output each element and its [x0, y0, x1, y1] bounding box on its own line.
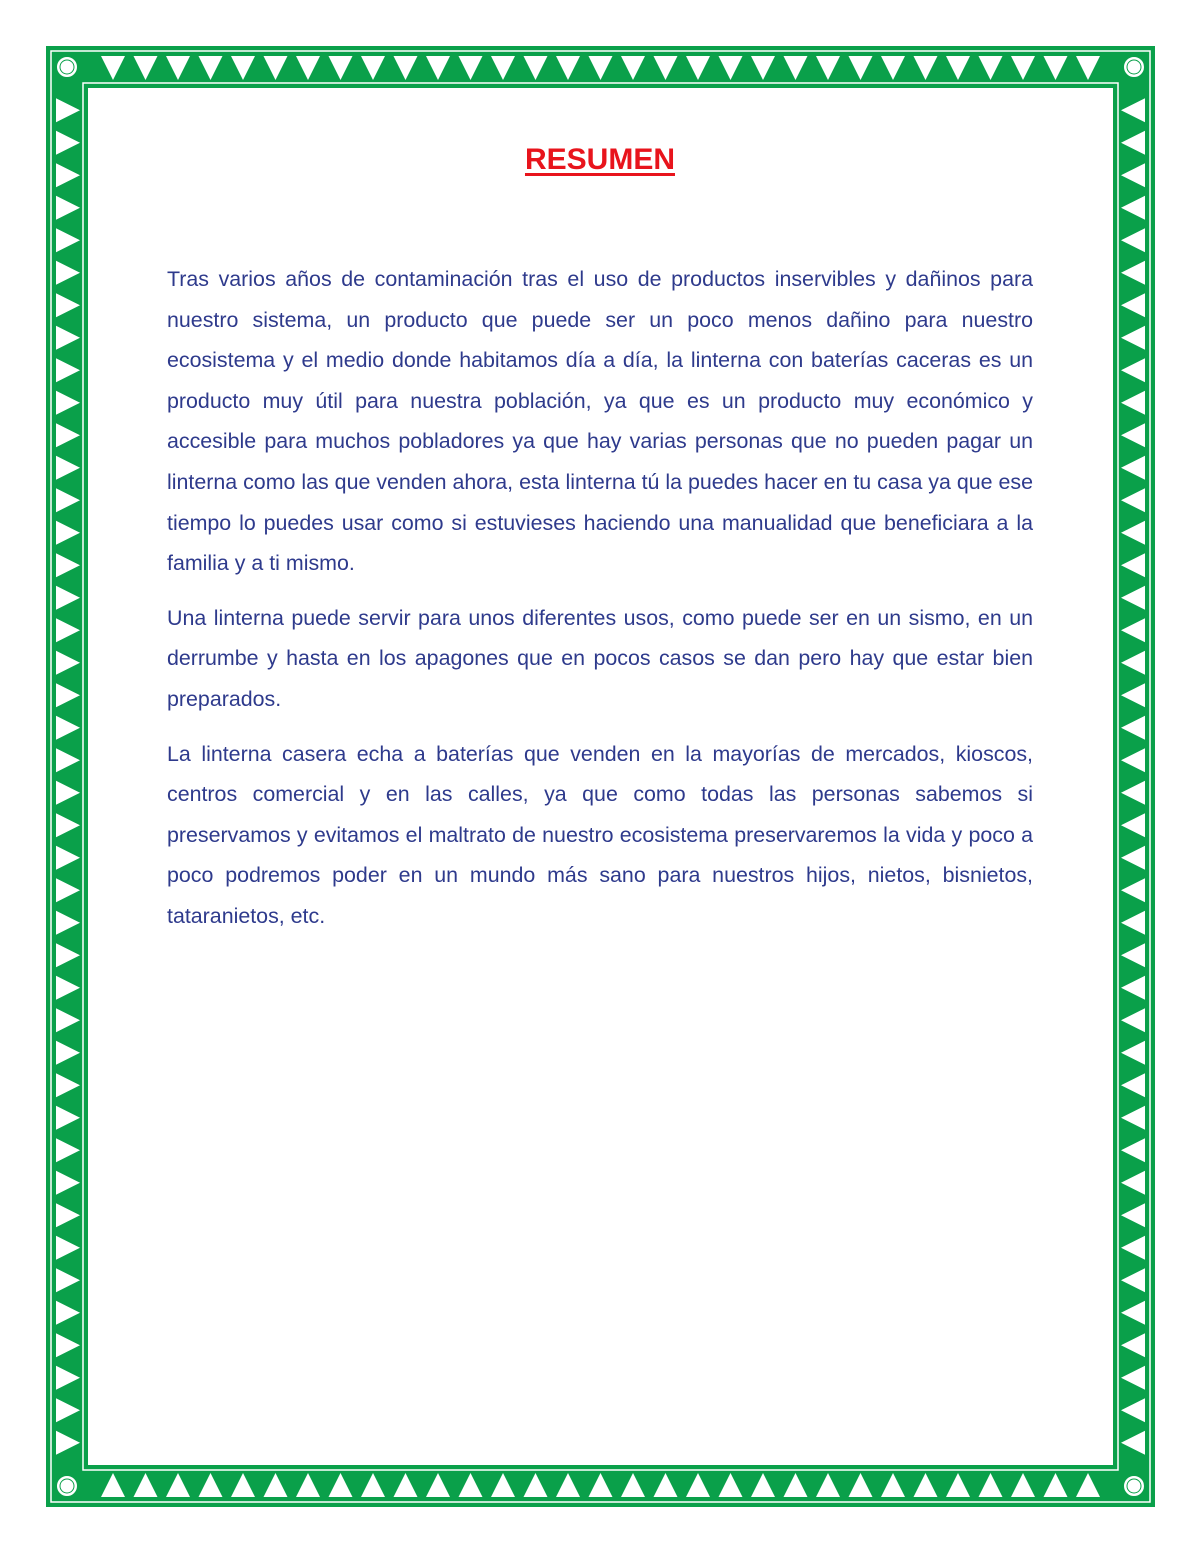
paragraph-3: La linterna casera echa a baterías que venden en la mayorías de mercados, kioscos, centros comercial y en las calles, ya que como todas las personas sabemos si preservamos y evitamos el maltrato de nuestro ecosistema preservaremos la vida y poco a poco podremos poder en un mundo más sano para nuestros hijos, nietos, bisnietos, tataranietos, etc. — [167, 741, 1033, 928]
page-title: RESUMEN — [524, 143, 675, 176]
document-body — [167, 259, 1033, 951]
paragraph-1: Tras varios años de contaminación tras el uso de productos inservibles y dañinos para nuestro sistema, un producto que puede ser un poco menos dañino para nuestro ecosistema y el medio donde habitamos día a día, la linterna con baterías caceras es un producto muy útil para nuestra población, ya que es un producto muy económico y accesible para muchos pobladores ya que hay varias personas que no pueden pagar un linterna como las que venden ahora, esta linterna tú la puedes hacer en tu casa ya que ese tiempo lo puedes usar como si estuvieses haciendo una manualidad que beneficiara a la familia y a ti mismo. — [167, 267, 1033, 576]
paragraph-2: Una linterna puede servir para unos diferentes usos, como puede ser en un sismo, en un derrumbe y hasta en los apagones que en pocos casos se dan pero hay que estar bien preparados. — [167, 605, 1033, 711]
